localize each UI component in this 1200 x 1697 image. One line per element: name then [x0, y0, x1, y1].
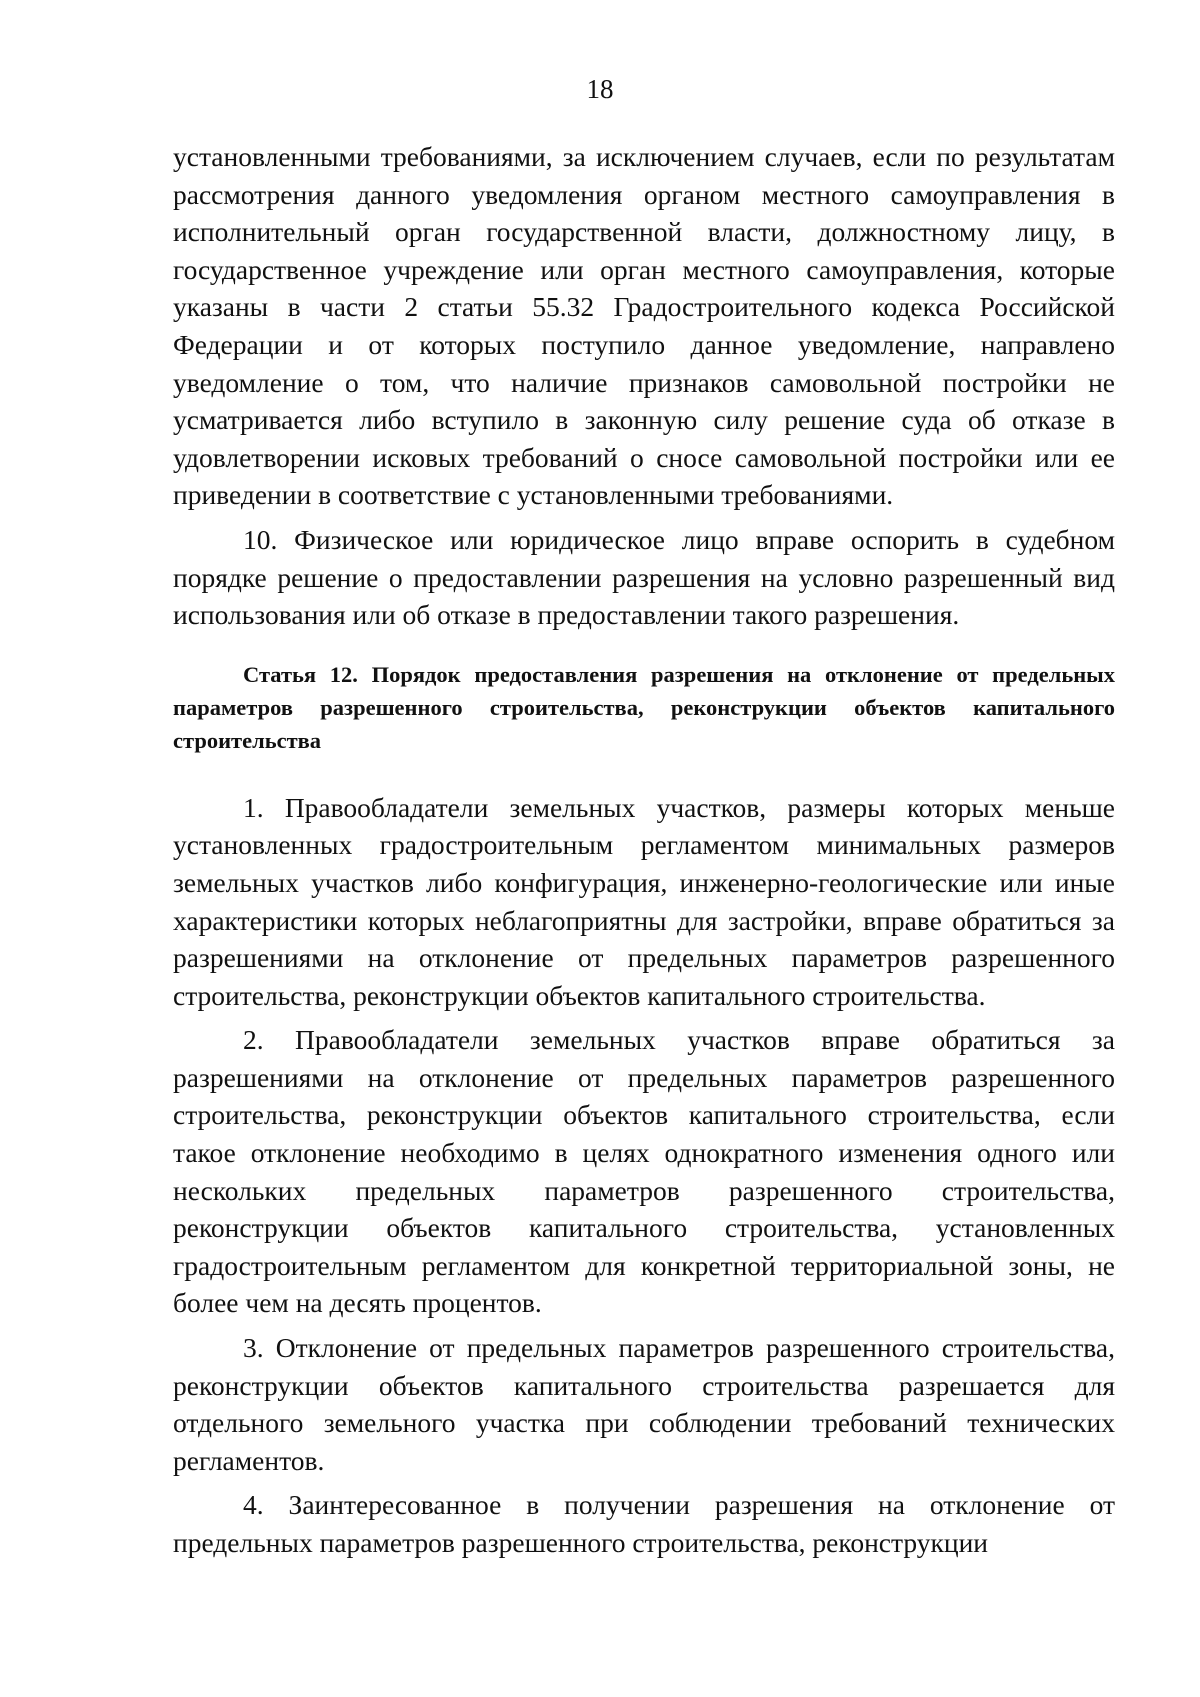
article-12-heading: Статья 12. Порядок предоставления разрешения на отклонение от предельных параметров разрешенного строительства, реконструкции объектов капитального строительства: [173, 661, 1115, 753]
page-number: 18: [586, 74, 614, 104]
article-item-4: 4. Заинтересованное в получении разрешения на отклонение от предельных параметров разрешенного строительства, реконструкции: [173, 1489, 1115, 1558]
document-body: [173, 138, 1115, 1562]
paragraph-continuation: установленными требованиями, за исключением случаев, если по результатам рассмотрения данного уведомления органом местного самоуправления в исполнительный орган государственной власти, должностному лицу, в государственное учреждение или орган местного самоуправления, которые указаны в части 2 статьи 55.32 Градостроительного кодекса Российской Федерации и от которых поступило данное уведомление, направлено уведомление о том, что наличие признаков самовольной постройки не усматривается либо вступило в законную силу решение суда об отказе в удовлетворении исковых требований о сносе самовольной постройки или ее приведении в соответствие с установленными требованиями.: [173, 141, 1115, 511]
article-item-2: 2. Правообладатели земельных участков вправе обратиться за разрешениями на отклонение от предельных параметров разрешенного строительства, реконструкции объектов капитального строительства, если такое отклонение необходимо в целях однократного изменения одного или нескольких предельных параметров разрешенного строительства, реконструкции объектов капитального строительства, установленных градостроительным регламентом для конкретной территориальной зоны, не более чем на десять процентов.: [173, 1024, 1115, 1319]
paragraph-10: 10. Физическое или юридическое лицо вправе оспорить в судебном порядке решение о предоставлении разрешения на условно разрешенный вид использования или об отказе в предоставлении такого разрешения.: [173, 523, 1115, 631]
article-item-1: 1. Правообладатели земельных участков, размеры которых меньше установленных градостроительным регламентом минимальных размеров земельных участков либо конфигурация, инженерно-геологические или иные характеристики которых неблагоприятны для застройки, вправе обратиться за разрешениями на отклонение от предельных параметров разрешенного строительства, реконструкции объектов капитального строительства.: [173, 791, 1115, 1011]
article-item-3: 3. Отклонение от предельных параметров разрешенного строительства, реконструкции объектов капитального строительства разрешается для отдельного земельного участка при соблюдении требований технических регламентов.: [173, 1332, 1115, 1476]
